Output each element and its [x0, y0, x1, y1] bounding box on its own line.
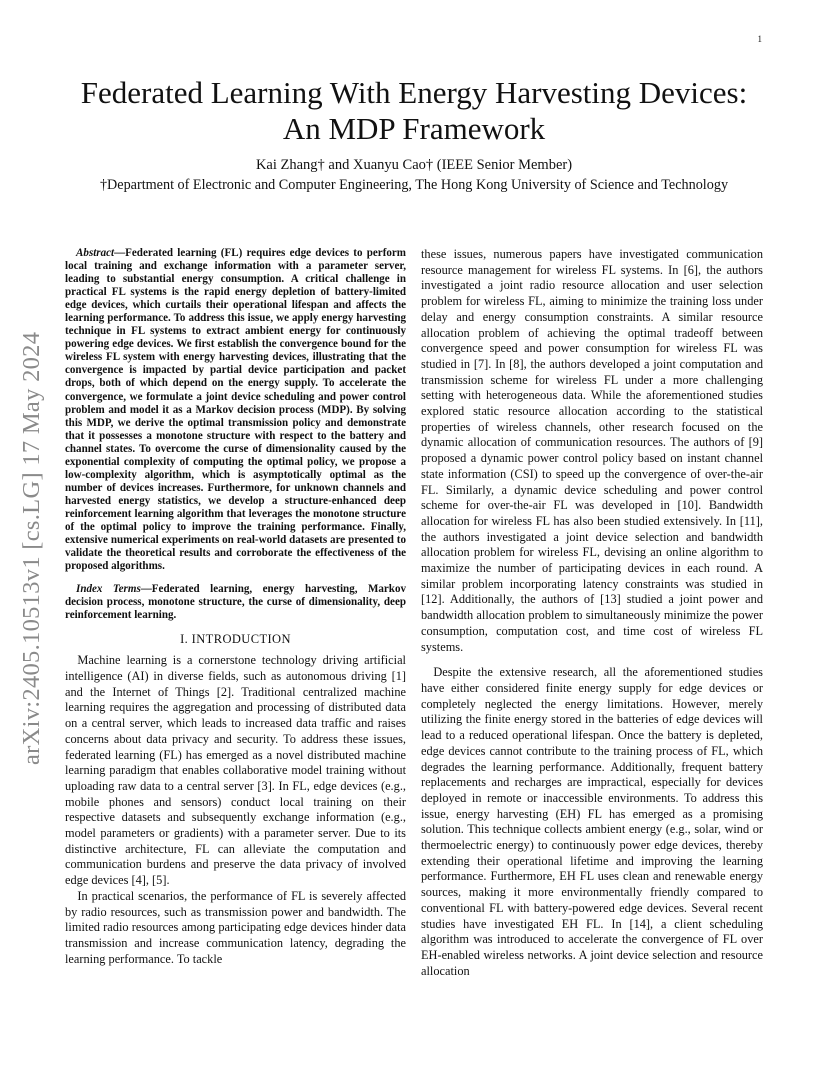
- right-column: [421, 247, 763, 979]
- body-paragraph: Machine learning is a cornerstone technology driving artificial intelligence (AI) in diverse fields, such as autonomous driving [1] and the Internet of Things [2]. Traditional centralized machine learning requires the aggregation and processing of distributed data on a central server, which leads to increased data traffic and raises concerns about data privacy and security. To address these issues, federated learning (FL) has emerged as a novel distributed machine learning paradigm that enables collaborative model training without uploading raw data to a central server [3]. In FL, edge devices (e.g., mobile phones and sensors) conduct local training on their respective datasets and subsequently exchange information (e.g., model parameters or gradients) with a parameter server. Due to its distinctive architecture, FL can alleviate the computation and communication burdens and preserve the data privacy of involved edge devices [4], [5].: [65, 653, 406, 888]
- arxiv-identifier-stamp: arXiv:2405.10513v1 [cs.LG] 17 May 2024: [18, 331, 45, 765]
- body-paragraph: Despite the extensive research, all the aforementioned studies have either considered finite energy supply for edge devices or completely neglected the energy limitations. However, merely utilizing the finite energy stored in the batteries of edge devices will lead to a reduced operational lifespan. Once the battery is depleted, edge devices cannot contribute to the training process of FL, which degrades the learning performance. Additionally, frequent battery replacements and recharges are impractical, especially for devices deployed in remote or inaccessible environments. To address this issue, energy harvesting (EH) FL has emerged as a promising solution. This technique collects ambient energy (e.g., solar, wind or thermoelectric energy) to continuously power edge devices, thereby extending their operational lifetime and improving the learning performance. Furthermore, EH FL uses clean and renewable energy sources, making it more environmentally friendly compared to conventional FL with battery-powered edge devices. Several recent studies have investigated EH FL. In [14], a client scheduling algorithm was introduced to accelerate the convergence of FL over EH-enabled wireless networks. A joint device selection and resource allocation: [421, 665, 763, 978]
- paper-title: Federated Learning With Energy Harvesting Devices: An MDP Framework: [80, 75, 748, 146]
- abstract: [65, 247, 406, 573]
- section-heading-introduction: I. INTRODUCTION: [180, 632, 291, 647]
- author-list: Kai Zhang† and Xuanyu Cao† (IEEE Senior Member): [255, 157, 573, 173]
- index-terms: [65, 583, 406, 622]
- index-terms-text: —Federated learning, energy harvesting, Markov decision process, monotone structure, the curse of dimensionality, deep reinforcement learning.: [65, 583, 407, 622]
- body-paragraph: In practical scenarios, the performance of FL is severely affected by radio resources, such as transmission power and bandwidth. The limited radio resources among participating edge devices hinder data transmission and increase communication latency, degrading the learning performance. To tackle: [65, 888, 406, 966]
- author-affiliation: †Department of Electronic and Computer Engineering, The Hong Kong University of Science and Technology: [99, 177, 729, 193]
- page-number: 1: [757, 34, 762, 44]
- abstract-text: —Federated learning (FL) requires edge devices to perform local training and exchange information with a parameter server, leading to substantial energy consumption. A critical challenge in practical FL systems is the rapid energy depletion of battery-limited edge devices, which curtails their operational lifespan and affects the learning performance. To address this issue, we apply energy harvesting technique in FL systems to extract ambient energy for continuously powering edge devices. We first establish the convergence bound for the wireless FL system with energy harvesting devices, illustrating that the convergence is impacted by partial device participation and packet drops, both of which depend on the energy supply. To accelerate the convergence, we formulate a joint device scheduling and power control problem and model it as a Markov decision process (MDP). By solving this MDP, we derive the optimal transmission policy and demonstrate that it possesses a monotone structure with respect to the battery and channel states. To overcome the curse of dimensionality caused by the exponential complexity of computing the optimal policy, we propose a low-complexity algorithm, which is asymptotically optimal as the number of devices increases. Furthermore, for unknown channels and harvested energy statistics, we develop a structure-enhanced deep reinforcement learning algorithm that leverages the monotone structure of the optimal policy to improve the training performance. Finally, extensive numerical experiments on real-world datasets are presented to validate the theoretical results and corroborate the effectiveness of the proposed algorithms.: [65, 247, 406, 573]
- abstract-lead: Abstract: [76, 247, 115, 259]
- left-column: [65, 247, 406, 967]
- body-paragraph: these issues, numerous papers have investigated communication resource management for wireless FL systems. In [6], the authors investigated a joint radio resource allocation and user selection problem for wireless FL, aiming to minimize the training loss under delay and energy consumption constraints. A similar resource allocation problem of achieving the optimal tradeoff between convergence speed and power consumption for wireless FL was studied in [7]. In [8], the authors developed a joint computation and transmission scheme for wireless FL under a more challenging setting with heterogeneous data. While the aforementioned studies explored static resource allocation according to the statistical properties of wireless channels, other research focused on the dynamic allocation of communication resources. The authors of [9] proposed a dynamic power control policy based on instant channel state information (CSI) to speed up the convergence of over-the-air FL. Similarly, a dynamic device scheduling and power control scheme for over-the-air FL was developed in [10]. Bandwidth allocation for wireless FL has also been studied extensively. In [11], the authors investigated a joint device selection and bandwidth allocation problem for wireless FL, devising an online algorithm to maximize the number of participating devices in each round. A similar problem incorporating latency constraints was studied in [12]. Additionally, the authors of [13] studied a joint power and bandwidth allocation problem to simultaneously minimize the power consumption, computation cost, and time cost of wireless FL systems.: [421, 247, 763, 654]
- index-terms-lead: Index Terms: [76, 583, 141, 596]
